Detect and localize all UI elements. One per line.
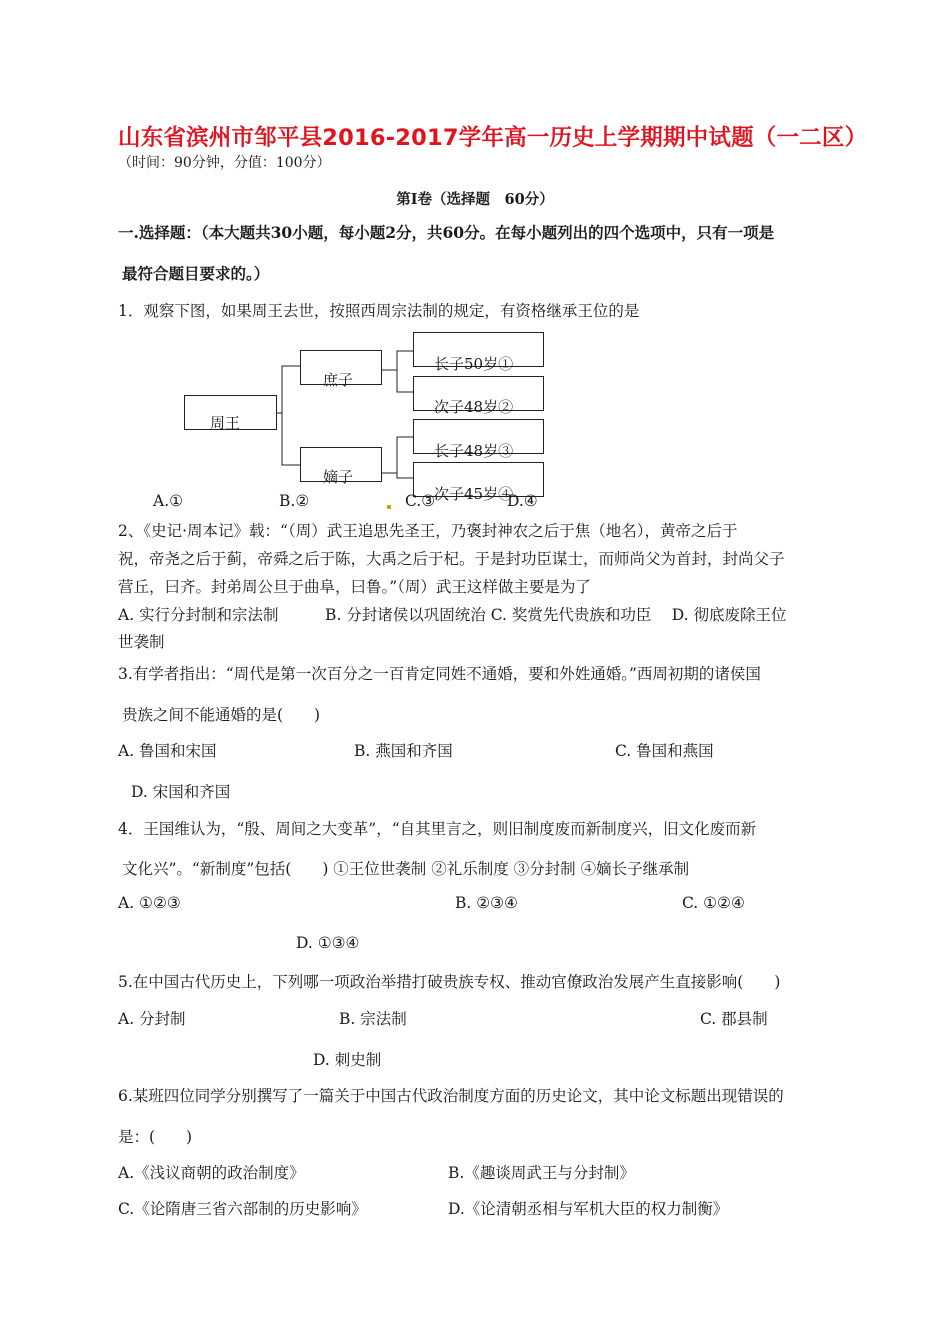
question-6-option-d: D.《论清朝丞相与军机大臣的权力制衡》 — [448, 1200, 729, 1218]
node-leaf-4-label: 次子45岁④ — [434, 485, 514, 503]
node-zhouwang-label: 周王 — [210, 414, 241, 432]
question-1-stem: 1．观察下图，如果周王去世，按照西周宗法制的规定，有资格继承王位的是 — [118, 302, 640, 320]
question-1-option-c: C.③ — [405, 492, 436, 510]
question-6-option-c: C.《论隋唐三省六部制的历史影响》 — [118, 1200, 367, 1218]
question-4-option-b: B. ②③④ — [455, 894, 518, 912]
stray-dot — [387, 505, 391, 509]
question-3-option-c: C. 鲁国和燕国 — [615, 742, 714, 760]
question-2-line-3: 营丘，曰齐。封弟周公旦于曲阜，曰鲁。”（周）武王这样做主要是为了 — [118, 578, 591, 596]
question-5-line-1: 5.在中国古代历史上，下列哪一项政治举措打破贵族专权、推动官僚政治发展产生直接影响( ) — [118, 973, 781, 991]
instruction-line-1: 一.选择题：（本大题共30小题，每小题2分，共60分。在每小题列出的四个选项中，只有一项是 — [118, 223, 775, 242]
section-header: 第Ⅰ卷（选择题 60分） — [396, 191, 554, 208]
question-2-line-5: 世袭制 — [118, 633, 165, 651]
instruction-line-2: 最符合题目要求的。） — [122, 264, 270, 283]
node-dizi-label: 嫡子 — [323, 468, 354, 486]
question-3-option-a: A. 鲁国和宋国 — [118, 742, 217, 760]
node-leaf-2-label: 次子48岁② — [434, 398, 514, 416]
node-leaf-3-label: 长子48岁③ — [434, 442, 514, 460]
question-1-option-b: B.② — [279, 492, 310, 510]
exam-title: 山东省滨州市邹平县2016-2017学年高一历史上学期期中试题（一二区） — [118, 125, 868, 151]
question-2-options: A. 实行分封制和宗法制 B. 分封诸侯以巩固统治 C. 奖赏先代贵族和功臣 D. 彻底废除王位 — [118, 606, 787, 624]
question-4-line-1: 4．王国维认为，“殷、周间之大变革”，“自其里言之，则旧制度废而新制度兴，旧文化废而新 — [118, 820, 757, 838]
question-4-option-d: D. ①③④ — [296, 934, 360, 952]
question-3-option-d: D. 宋国和齐国 — [131, 783, 231, 801]
question-3-line-1: 3.有学者指出：“周代是第一次百分之一百肯定同姓不通婚，要和外姓通婚。”西周初期的诸侯国 — [118, 665, 761, 683]
question-4-option-a: A. ①②③ — [118, 894, 181, 912]
question-6-option-b: B.《趣谈周武王与分封制》 — [448, 1164, 635, 1182]
question-1-option-a: A.① — [153, 492, 184, 510]
question-5-option-c: C. 郡县制 — [700, 1010, 768, 1028]
question-5-option-b: B. 宗法制 — [339, 1010, 407, 1028]
node-shuzi-label: 庶子 — [323, 371, 354, 389]
question-6-line-2: 是：( ) — [118, 1128, 193, 1146]
question-2-line-2: 祝，帝尧之后于蓟，帝舜之后于陈，大禹之后于杞。于是封功臣谋士，而师尚父为首封，封尚父子 — [118, 550, 785, 568]
question-6-option-a: A.《浅议商朝的政治制度》 — [118, 1164, 305, 1182]
node-leaf-1-label: 长子50岁① — [434, 355, 514, 373]
question-4-line-2: 文化兴”。“新制度”包括( ) ①王位世袭制 ②礼乐制度 ③分封制 ④嫡长子继承制 — [122, 860, 690, 878]
question-5-option-a: A. 分封制 — [118, 1010, 186, 1028]
question-6-line-1: 6.某班四位同学分别撰写了一篇关于中国古代政治制度方面的历史论文，其中论文标题出现错误的 — [118, 1087, 784, 1105]
question-4-option-c: C. ①②④ — [682, 894, 745, 912]
question-3-option-b: B. 燕国和齐国 — [354, 742, 453, 760]
question-5-option-d: D. 刺史制 — [313, 1051, 382, 1069]
question-1-option-d: D.④ — [507, 492, 538, 510]
exam-meta: （时间：90分钟，分值：100分） — [118, 155, 331, 171]
question-3-line-2: 贵族之间不能通婚的是( ) — [122, 706, 321, 724]
question-2-line-1: 2、《史记·周本记》载：“（周）武王追思先圣王，乃褒封神农之后于焦（地名），黄帝之后于 — [118, 522, 738, 540]
